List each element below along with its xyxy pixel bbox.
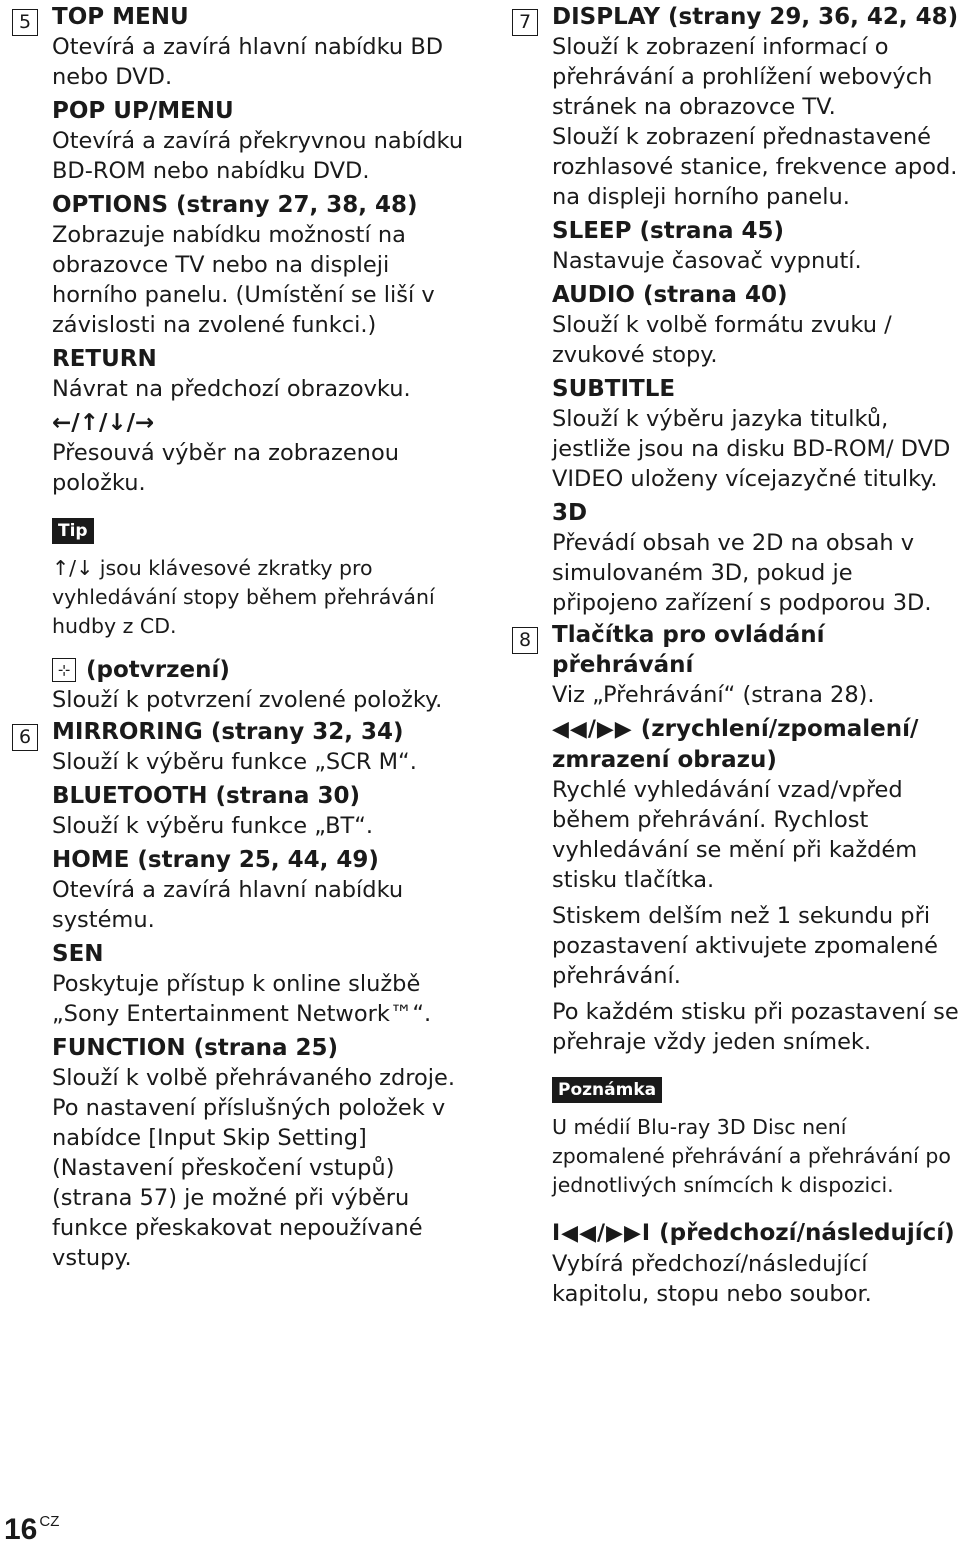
desc-sen: Poskytuje přístup k online službě „Sony Entertainment Network™“. [52, 971, 432, 1027]
term-fast-forward-rewind [552, 714, 960, 775]
desc-display-2: Slouží k zobrazení přednastavené rozhlasové stanice, frekvence apod. na displeji horního panelu. [552, 124, 958, 210]
section-number: 8 [512, 627, 538, 654]
term-confirm-label: (potvrzení) [86, 657, 230, 683]
desc-arrow-keys: Přesouvá výběr na zobrazenou položku. [52, 440, 399, 496]
desc-ffrew-1: Rychlé vyhledávání vzad/vpřed během přehrávání. Rychlost vyhledávání se mění při každém stisku tlačítka. [552, 777, 918, 893]
desc-3d: Převádí obsah ve 2D na obsah v simulovaném 3D, pokud je připojeno zařízení s podporou 3D. [552, 530, 932, 616]
term-bluetooth: BLUETOOTH (strana 30) [52, 783, 360, 809]
desc-confirm: Slouží k potvrzení zvolené položky. [52, 687, 443, 713]
term-subtitle: SUBTITLE [552, 376, 676, 402]
section-5 [12, 2, 472, 715]
term-top-menu: TOP MENU [52, 4, 189, 30]
term-3d: 3D [552, 500, 588, 526]
desc-top-menu: Otevírá a zavírá hlavní nabídku BD nebo DVD. [52, 34, 444, 90]
term-prev-next [552, 1218, 960, 1249]
desc-sleep: Nastavuje časovač vypnutí. [552, 248, 862, 274]
left-column [12, 0, 472, 1273]
term-display: DISPLAY (strany 29, 36, 42, 48) [552, 4, 959, 30]
desc-options: Zobrazuje nabídku možností na obrazovce TV nebo na displeji horního panelu. (Umístění se liší v závislosti na zvolené funkci.) [52, 222, 435, 338]
desc-display-1: Slouží k zobrazení informací o přehrávání a prohlížení webových stránek na obrazovce TV. [552, 34, 933, 120]
note-text: U médií Blu-ray 3D Disc není zpomalené přehrávání a přehrávání po jednotlivých snímcích k dispozici. [552, 1115, 951, 1197]
desc-function: Slouží k volbě přehrávaného zdroje. Po nastavení příslušných položek v nabídce [Input Skip Setting] (Nastavení přeskočení vstupů) (strana 57) je možné při výběru funkce přeskakovat nepoužívané vstupy. [52, 1065, 455, 1271]
enter-icon: ⊹ [52, 658, 76, 682]
desc-ffrew-3: Po každém stisku při pozastavení se přehraje vždy jeden snímek. [552, 999, 959, 1055]
rewind-forward-icon: ◀◀/▶▶ [552, 717, 633, 742]
prev-next-icon: I◀◀/▶▶I [552, 1221, 652, 1246]
language-code: CZ [39, 1513, 60, 1530]
desc-audio: Slouží k volbě formátu zvuku / zvukové stopy. [552, 312, 892, 368]
term-confirm [52, 655, 472, 685]
term-popup-menu: POP UP/MENU [52, 98, 234, 124]
term-sleep: SLEEP (strana 45) [552, 218, 784, 244]
desc-return: Návrat na předchozí obrazovku. [52, 376, 411, 402]
note-badge: Poznámka [552, 1077, 662, 1103]
page-number [4, 1513, 59, 1547]
section-7 [512, 2, 960, 618]
term-return: RETURN [52, 346, 157, 372]
term-sen: SEN [52, 941, 104, 967]
section-8 [512, 620, 960, 1309]
desc-subtitle: Slouží k výběru jazyka titulků, jestliže jsou na disku BD-ROM/ DVD VIDEO uloženy vícejazyčné titulky. [552, 406, 951, 492]
term-mirroring: MIRRORING (strany 32, 34) [52, 719, 404, 745]
page-number-value: 16 [4, 1513, 38, 1546]
desc-popup-menu: Otevírá a zavírá překryvnou nabídku BD-ROM nebo nabídku DVD. [52, 128, 464, 184]
term-function: FUNCTION (strana 25) [52, 1035, 339, 1061]
term-arrow-keys: ←/↑/↓/→ [52, 410, 155, 436]
desc-prev-next: Vybírá předchozí/následující kapitolu, stopu nebo soubor. [552, 1251, 872, 1307]
term-audio: AUDIO (strana 40) [552, 282, 788, 308]
tip-badge: Tip [52, 518, 94, 544]
tip-text: ↑/↓ jsou klávesové zkratky pro vyhledávání stopy během přehrávání hudby z CD. [52, 556, 435, 638]
term-options: OPTIONS (strany 27, 38, 48) [52, 192, 418, 218]
desc-ffrew-2: Stiskem delším než 1 sekundu při pozastavení aktivujete zpomalené přehrávání. [552, 903, 938, 989]
section-number: 6 [12, 724, 38, 751]
section-6 [12, 717, 472, 1273]
term-playback-buttons: Tlačítka pro ovládání přehrávání [552, 622, 825, 678]
section-number: 7 [512, 9, 538, 36]
right-column [512, 0, 960, 1309]
desc-playback-buttons: Viz „Přehrávání“ (strana 28). [552, 682, 875, 708]
desc-home: Otevírá a zavírá hlavní nabídku systému. [52, 877, 404, 933]
desc-bluetooth: Slouží k výběru funkce „BT“. [52, 813, 374, 839]
term-home: HOME (strany 25, 44, 49) [52, 847, 379, 873]
section-number: 5 [12, 9, 38, 36]
desc-mirroring: Slouží k výběru funkce „SCR M“. [52, 749, 417, 775]
term-fast-forward-label: (zrychlení/zpomalení/ zmrazení obrazu) [552, 716, 919, 773]
term-prev-next-label: (předchozí/následující) [659, 1220, 955, 1246]
